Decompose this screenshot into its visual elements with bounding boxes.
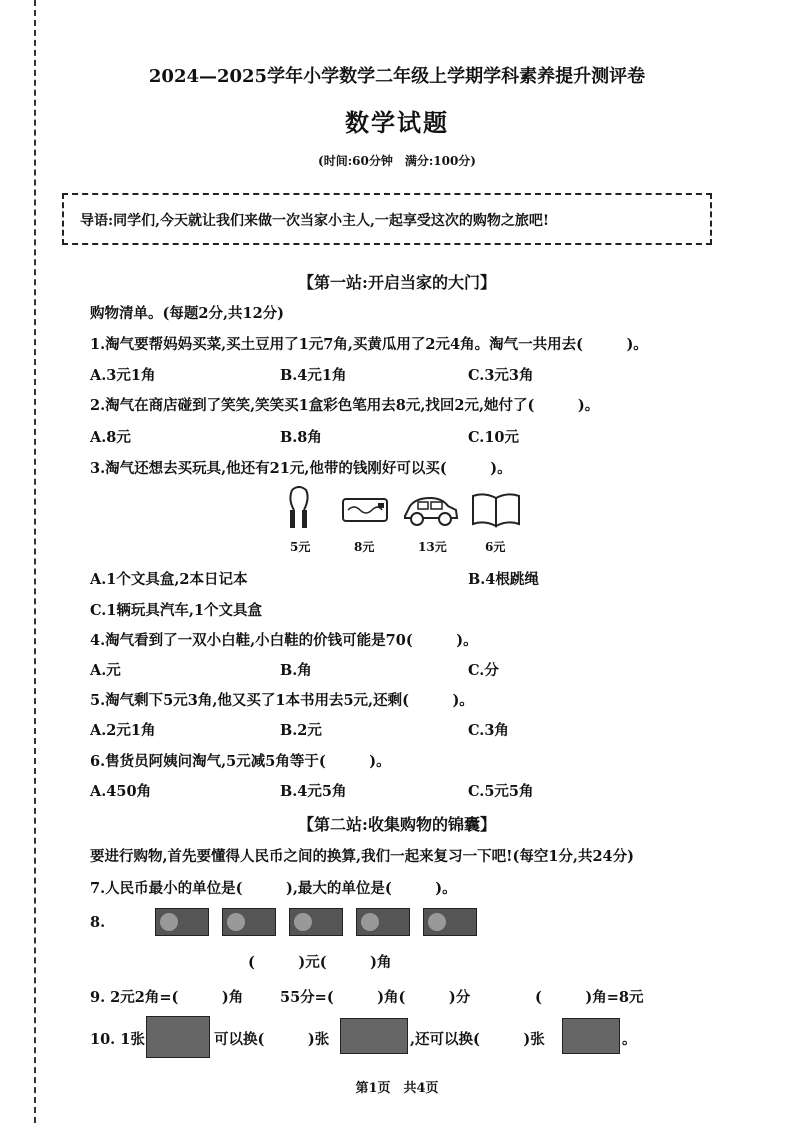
q1-option-b[interactable]: B.4元1角 <box>280 367 347 384</box>
price-toy-car: 13元 <box>418 540 447 554</box>
exam-subtitle: 数学试题 <box>345 108 449 137</box>
q3-option-c[interactable]: C.1辆玩具汽车,1个文具盒 <box>90 602 263 619</box>
q5-option-b[interactable]: B.2元 <box>280 722 322 739</box>
q3-text: 3.淘气还想去买玩具,他还有21元,他带的钱刚好可以买( )。 <box>90 460 512 477</box>
exam-title: 2024—2025学年小学数学二年级上学期学科素养提升测评卷 <box>148 66 646 87</box>
q7-text: 7.人民币最小的单位是( ),最大的单位是( )。 <box>90 880 457 897</box>
q9-part-1[interactable]: 9. 2元2角=( )角 <box>90 989 244 1006</box>
q10-part-4: 。 <box>622 1031 637 1048</box>
q5-option-a[interactable]: A.2元1角 <box>90 722 156 739</box>
one-yuan-note-image <box>562 1018 620 1054</box>
section-1-instruction: 购物清单。(每题2分,共12分) <box>90 305 285 322</box>
guide-box <box>62 193 712 245</box>
exam-info: (时间:60分钟 满分:100分) <box>318 154 476 168</box>
q4-option-a[interactable]: A.元 <box>90 662 121 679</box>
q10-part-2[interactable]: 可以换( )张 <box>214 1031 330 1048</box>
page-footer: 第1页 共4页 <box>355 1081 439 1096</box>
q6-option-c[interactable]: C.5元5角 <box>468 783 534 800</box>
banknote-image-4 <box>356 908 410 936</box>
q5-option-c[interactable]: C.3角 <box>468 722 509 739</box>
guide-text: 导语:同学们,今天就让我们来做一次当家小主人,一起享受这次的购物之旅吧! <box>80 213 550 229</box>
q6-option-a[interactable]: A.450角 <box>90 783 152 800</box>
price-jump-rope: 5元 <box>290 540 311 554</box>
banknote-image-2 <box>222 908 276 936</box>
q6-option-b[interactable]: B.4元5角 <box>280 783 347 800</box>
q2-text: 2.淘气在商店碰到了笑笑,笑笑买1盒彩色笔用去8元,找回2元,她付了( )。 <box>90 397 600 414</box>
q4-option-c[interactable]: C.分 <box>468 662 499 679</box>
banknote-image-5 <box>423 908 477 936</box>
q1-text: 1.淘气要帮妈妈买菜,买土豆用了1元7角,买黄瓜用了2元4角。淘气一共用去( )。 <box>90 336 648 353</box>
q10-part-3[interactable]: ,还可以换( )张 <box>410 1031 545 1048</box>
q8-answer[interactable]: ( )元( )角 <box>248 954 392 971</box>
jump-rope-icon <box>284 486 314 534</box>
pencil-case-icon <box>342 496 388 524</box>
q4-text: 4.淘气看到了一双小白鞋,小白鞋的价钱可能是70( )。 <box>90 632 478 649</box>
q8-number: 8. <box>90 914 106 931</box>
q2-option-a[interactable]: A.8元 <box>90 429 131 446</box>
q9-part-2[interactable]: 55分=( )角( )分 <box>280 989 471 1006</box>
ten-yuan-note-image <box>146 1016 210 1058</box>
five-yuan-note-image <box>340 1018 408 1054</box>
q5-text: 5.淘气剩下5元3角,他又买了1本书用去5元,还剩( )。 <box>90 692 474 709</box>
q4-option-b[interactable]: B.角 <box>280 662 312 679</box>
q1-option-a[interactable]: A.3元1角 <box>90 367 156 384</box>
q9-part-3[interactable]: ( )角=8元 <box>535 989 644 1006</box>
price-notebook: 6元 <box>485 540 506 554</box>
price-pencil-case: 8元 <box>354 540 375 554</box>
section-1-title: 【第一站:开启当家的大门】 <box>298 273 496 292</box>
q2-option-b[interactable]: B.8角 <box>280 429 322 446</box>
section-2-instruction: 要进行购物,首先要懂得人民币之间的换算,我们一起来复习一下吧!(每空1分,共24分) <box>90 848 634 865</box>
notebook-icon <box>470 490 522 528</box>
banknote-image-3 <box>289 908 343 936</box>
toy-car-icon <box>402 494 460 528</box>
q3-option-b[interactable]: B.4根跳绳 <box>468 571 539 588</box>
q1-option-c[interactable]: C.3元3角 <box>468 367 534 384</box>
q3-option-a[interactable]: A.1个文具盒,2本日记本 <box>90 571 248 588</box>
q10-part-1: 10. 1张 <box>90 1031 145 1048</box>
q6-text: 6.售货员阿姨问淘气,5元减5角等于( )。 <box>90 753 391 770</box>
q2-option-c[interactable]: C.10元 <box>468 429 520 446</box>
banknote-image-1 <box>155 908 209 936</box>
section-2-title: 【第二站:收集购物的锦囊】 <box>298 815 496 834</box>
